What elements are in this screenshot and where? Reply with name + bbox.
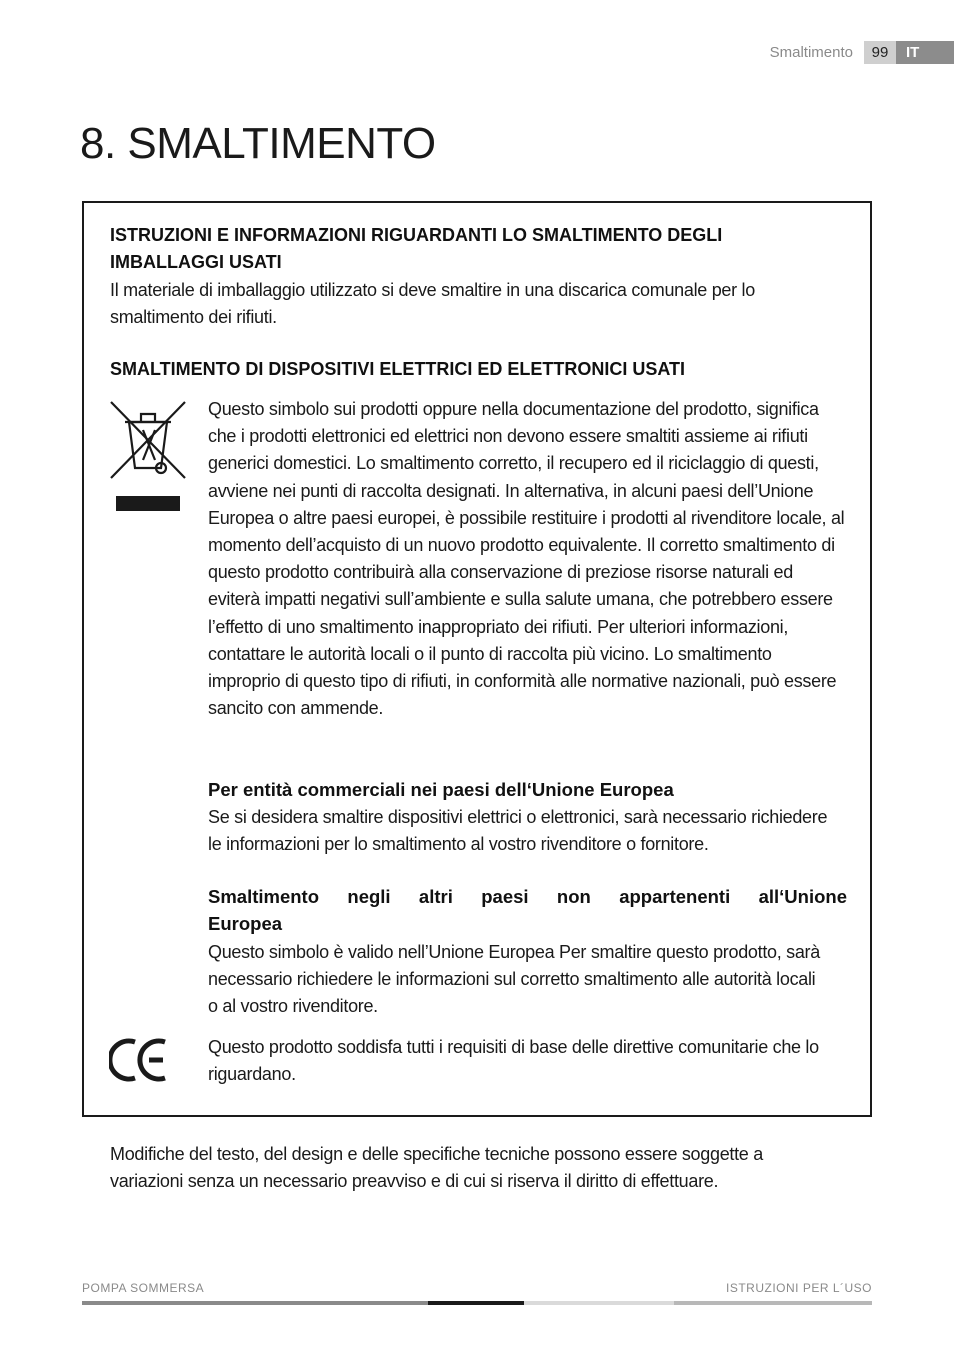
non-eu-text: Questo simbolo è valido nell’Unione Europea Per smaltire questo prodotto, sarà necessario richiedere le informazioni sul corretto smaltimento alle autorità locali o al vostro rivenditore. — [208, 942, 820, 1017]
non-eu-heading-line1: Smaltimento negli altri paesi non appartenenti all‘Unione — [208, 886, 847, 907]
footer-product-name: POMPA SOMMERSA — [82, 1281, 205, 1295]
header-language-tab: IT — [896, 41, 954, 64]
non-eu-heading-line2: Europea — [208, 913, 283, 934]
weee-heading: SMALTIMENTO DI DISPOSITIVI ELETTRICI ED ELETTRONICI USATI — [110, 359, 686, 379]
ce-text: Questo prodotto soddisfa tutti i requisiti di base delle direttive comunitarie che lo riguardano. — [208, 1037, 819, 1085]
weee-text: Questo simbolo sui prodotti oppure nella documentazione del prodotto, significa che i prodotti elettronici ed elettrici non devono essere smaltiti assieme ai rifiuti generici domestici. Lo smaltimento corretto, il recupero ed il riciclaggio di questi, avviene nei punti di raccolta designati. In alternativa, in alcuni paesi dell’Unione Europea o altre paesi europei, è possibile restituire i prodotti al rivenditore locale, al momento dell’acquisto di un nuovo prodotto equivalente. Il corretto smaltimento di questo prodotto contribuirà alla conservazione di preziose risorse naturali ed eviterà impatti negativi sull’ambiente e sulla salute umana, che potrebbero essere l’effetto di uno smaltimento inappropriato dei rifiuti. Per ulteriori informazioni, contattare le autorità locali o il punto di raccolta più vicino. Lo smaltimento improprio di questo tipo di rifiuti, in conformità alle normative nazionali, può essere sancito con ammende. — [208, 399, 845, 719]
page-title: 8. SMALTIMENTO — [80, 119, 436, 168]
ce-mark-icon — [109, 1036, 169, 1084]
footer-bar-segment — [82, 1301, 428, 1305]
footer-bar-segment — [524, 1301, 674, 1305]
footer-document-type: ISTRUZIONI PER L´USO — [725, 1281, 872, 1295]
header-section-title: Smaltimento — [769, 44, 853, 61]
disclaimer-text: Modifiche del testo, del design e delle specifiche tecniche possono essere soggette a variazioni senza un necessario preavviso e di cui si riserva il diritto di effettuare. — [110, 1144, 763, 1192]
packaging-text: Il materiale di imballaggio utilizzato si deve smaltire in una discarica comunale per lo smaltimento dei rifiuti. — [110, 280, 755, 328]
footer-bar-segment — [428, 1301, 524, 1305]
eu-business-text: Se si desidera smaltire dispositivi elettrici o elettronici, sarà necessario richiedere le informazioni per lo smaltimento al vostro rivenditore o fornitore. — [208, 807, 828, 855]
footer-bar-segment — [674, 1301, 872, 1305]
header-page-number: 99 — [864, 41, 896, 64]
crossed-out-wheelie-bin-icon — [109, 400, 189, 514]
packaging-heading: ISTRUZIONI E INFORMAZIONI RIGUARDANTI LO SMALTIMENTO DEGLI IMBALLAGGI USATI — [110, 225, 723, 272]
eu-business-heading: Per entità commerciali nei paesi dell‘Unione Europea — [208, 779, 674, 800]
